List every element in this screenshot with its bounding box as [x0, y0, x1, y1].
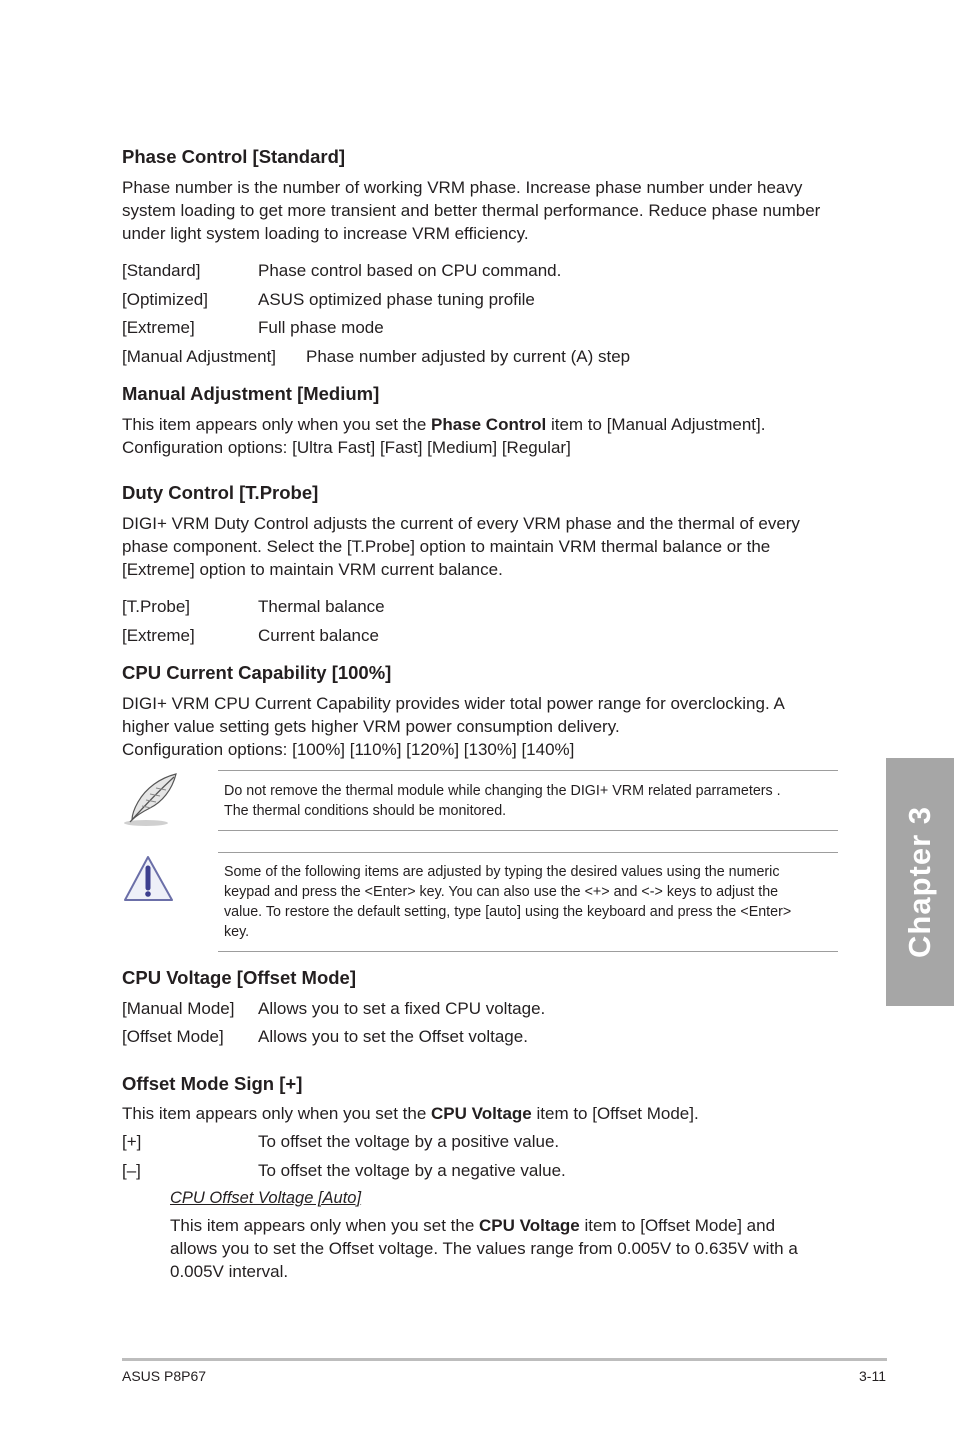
note-text: Do not remove the thermal module while changing the DIGI+ VRM related parrameters . The thermal conditions should be monitored.: [224, 783, 781, 819]
chapter-tab: [886, 758, 954, 1006]
offset-sign-heading: Offset Mode Sign [+]: [122, 1073, 303, 1094]
feather-pen-icon: [120, 772, 180, 828]
manual-adjustment-heading: Manual Adjustment [Medium]: [122, 383, 380, 404]
manual-adjustment-description: This item appears only when you set the Phase Control item to [Manual Adjustment]. Configuration options: [Ultra Fast] [Fast] [Medium] [Regular]: [122, 415, 766, 457]
option-key: [+]: [122, 1132, 142, 1151]
option-description: Phase number adjusted by current (A) step: [306, 347, 631, 366]
duty-control-description: DIGI+ VRM Duty Control adjusts the current of every VRM phase and the thermal of every phase component. Select the [T.Probe] option to maintain VRM thermal balance or the [Extreme] option to maintain VRM current balance.: [122, 514, 800, 579]
option-description: To offset the voltage by a positive value.: [258, 1132, 560, 1151]
option-key: [Extreme]: [122, 318, 195, 337]
option-description: Full phase mode: [258, 318, 384, 337]
option-description: Phase control based on CPU command.: [258, 261, 562, 280]
phase-control-description: Phase number is the number of working VRM phase. Increase phase number under heavy system loading to get more transient and better thermal performance. Reduce phase number under light system loading to increase VRM efficiency.: [122, 178, 821, 243]
caution-top-rule: [218, 852, 838, 853]
option-key: [Standard]: [122, 261, 201, 280]
note-top-rule: [218, 770, 838, 771]
option-description: Allows you to set a fixed CPU voltage.: [258, 999, 546, 1018]
option-key: [T.Probe]: [122, 597, 191, 616]
option-description: ASUS optimized phase tuning profile: [258, 290, 535, 309]
option-key: [Extreme]: [122, 626, 195, 645]
cpu-voltage-heading: CPU Voltage [Offset Mode]: [122, 967, 356, 988]
duty-control-heading: Duty Control [T.Probe]: [122, 482, 319, 503]
footer-rule: [122, 1358, 887, 1361]
cpu-offset-subheading: CPU Offset Voltage [Auto]: [170, 1189, 362, 1207]
offset-sign-description: This item appears only when you set the CPU Voltage item to [Offset Mode].: [122, 1104, 699, 1123]
chapter-label: Chapter 3: [902, 806, 937, 958]
option-key: [Offset Mode]: [122, 1027, 224, 1046]
option-key: [Manual Adjustment]: [122, 347, 277, 366]
warning-triangle-icon: [122, 854, 176, 904]
option-key: [Manual Mode]: [122, 999, 235, 1018]
option-description: Allows you to set the Offset voltage.: [258, 1027, 528, 1046]
caution-bottom-rule: [218, 951, 838, 952]
option-description: To offset the voltage by a negative value.: [258, 1161, 566, 1180]
phase-control-heading: Phase Control [Standard]: [122, 146, 346, 167]
cpu-current-description: DIGI+ VRM CPU Current Capability provides wider total power range for overclocking. A higher value setting gets higher VRM power consumption delivery. Configuration options: [100%] [110%] [120%] [130%] [140%]: [122, 694, 785, 759]
cpu-offset-description: This item appears only when you set the CPU Voltage item to [Offset Mode] and allows you to set the Offset voltage. The values range from 0.005V to 0.635V with a 0.005V interval.: [170, 1216, 798, 1281]
option-key: [–]: [122, 1161, 141, 1180]
footer-page-number: 3-11: [859, 1368, 886, 1384]
cpu-current-heading: CPU Current Capability [100%]: [122, 662, 392, 683]
option-description: Current balance: [258, 626, 379, 645]
option-key: [Optimized]: [122, 290, 208, 309]
note-bottom-rule: [218, 830, 838, 831]
option-description: Thermal balance: [258, 597, 385, 616]
caution-text: Some of the following items are adjusted by typing the desired values using the numeric keypad and press the <Enter> key. You can also use the <+> and <-> keys to adjust the value. To restore the default setting, type [auto] using the keyboard and press the <Enter> key.: [224, 864, 792, 940]
footer-product: ASUS P8P67: [122, 1368, 207, 1384]
